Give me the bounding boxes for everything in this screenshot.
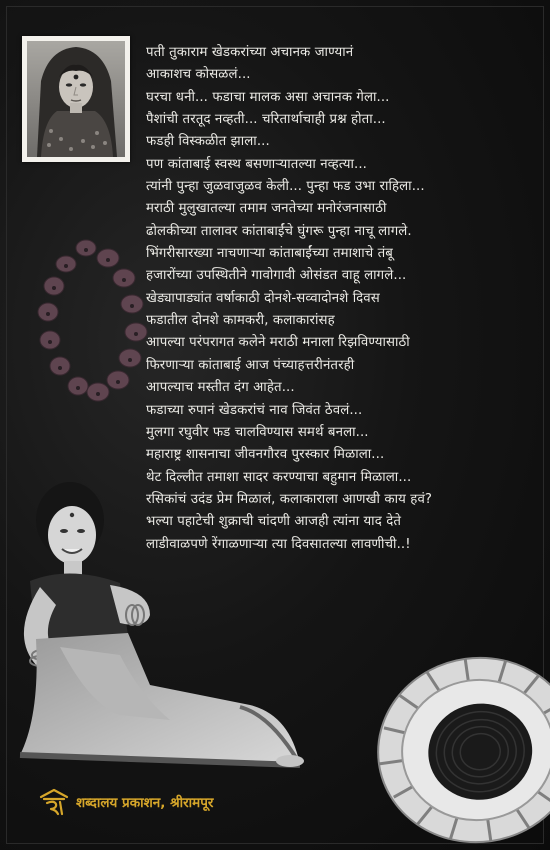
poem-line: आपल्या परंपरागत कलेने मराठी मनाला रिझविण्यासाठी bbox=[146, 335, 410, 351]
portrait-image bbox=[27, 41, 125, 157]
poem-line: फडही विस्कळीत झाला... bbox=[146, 134, 270, 150]
poem-line: पण कांताबाई स्वस्थ बसणाऱ्यातल्या नव्हत्या... bbox=[146, 156, 367, 172]
ghungroo-ornament bbox=[28, 230, 158, 420]
poem-line: भल्या पहाटेची शुक्राची चांदणी आजही त्यांना याद देते bbox=[146, 514, 402, 530]
poem-line: ढोलकीच्या तालावर कांताबाईंचे घुंगरू पुन्हा नाचू लागले. bbox=[146, 223, 412, 239]
poem-line: आपल्याच मस्तीत दंग आहेत... bbox=[146, 380, 295, 396]
poem-line: भिंगरीसारख्या नाचणाऱ्या कांताबाईंच्या तमाशाचे तंबू bbox=[146, 246, 394, 262]
poem-line: फडाच्या रुपानं खेडकरांचं नाव जिवंत ठेवलं... bbox=[146, 402, 363, 418]
shabdalay-logo-icon bbox=[38, 788, 70, 816]
poem-line: फिरणाऱ्या कांताबाई आज पंच्याहत्तरीनंतरही bbox=[146, 357, 355, 373]
poem-line: मुलगा रघुवीर फड चालविण्यास समर्थ बनला... bbox=[146, 424, 369, 440]
poem-line: रसिकांचं उदंड प्रेम मिळालं, कलाकाराला आणखी काय हवं? bbox=[146, 491, 433, 507]
poem-line: थेट दिल्लीत तमाशा सादर करण्याचा बहुमान मिळाला... bbox=[146, 469, 412, 485]
poem-line: आकाशच कोसळलं... bbox=[146, 67, 251, 83]
poem-line: महाराष्ट्र शासनाचा जीवनगौरव पुरस्कार मिळाला... bbox=[146, 447, 385, 463]
poem-line: मराठी मुलुखातल्या तमाम जनतेच्या मनोरंजनासाठी bbox=[146, 201, 387, 217]
poem-line: त्यांनी पुन्हा जुळवाजुळव केली... पुन्हा फड उभा राहिला... bbox=[146, 179, 425, 195]
publisher-imprint bbox=[38, 788, 213, 816]
poem-line: घरचा धनी... फडाचा मालक असा अचानक गेला... bbox=[146, 89, 390, 105]
poem-text bbox=[146, 42, 546, 556]
poem-line: लाडीवाळपणे रेंगाळणाऱ्या त्या दिवसातल्या लावणीची..! bbox=[146, 536, 411, 552]
portrait-photo bbox=[22, 36, 130, 162]
poem-line: पैशांची तरतूद नव्हती... चरितार्थाचाही प्रश्न होता... bbox=[146, 112, 386, 128]
publisher-name: शब्दालय प्रकाशन, श्रीरामपूर bbox=[76, 795, 214, 811]
poem-line: खेड्यापाड्यांत वर्षाकाठी दोनशे-सव्वादोनशे दिवस bbox=[146, 290, 380, 306]
poem-line: फडातील दोनशे कामकरी, कलाकारांसह bbox=[146, 313, 335, 329]
poem-line: पती तुकाराम खेडकरांच्या अचानक जाण्यानं bbox=[146, 45, 354, 60]
poem-line: हजारोंच्या उपस्थितीने गावोगावी ओसंडत वाहू लागले... bbox=[146, 268, 407, 284]
dholki-drum bbox=[368, 630, 550, 850]
